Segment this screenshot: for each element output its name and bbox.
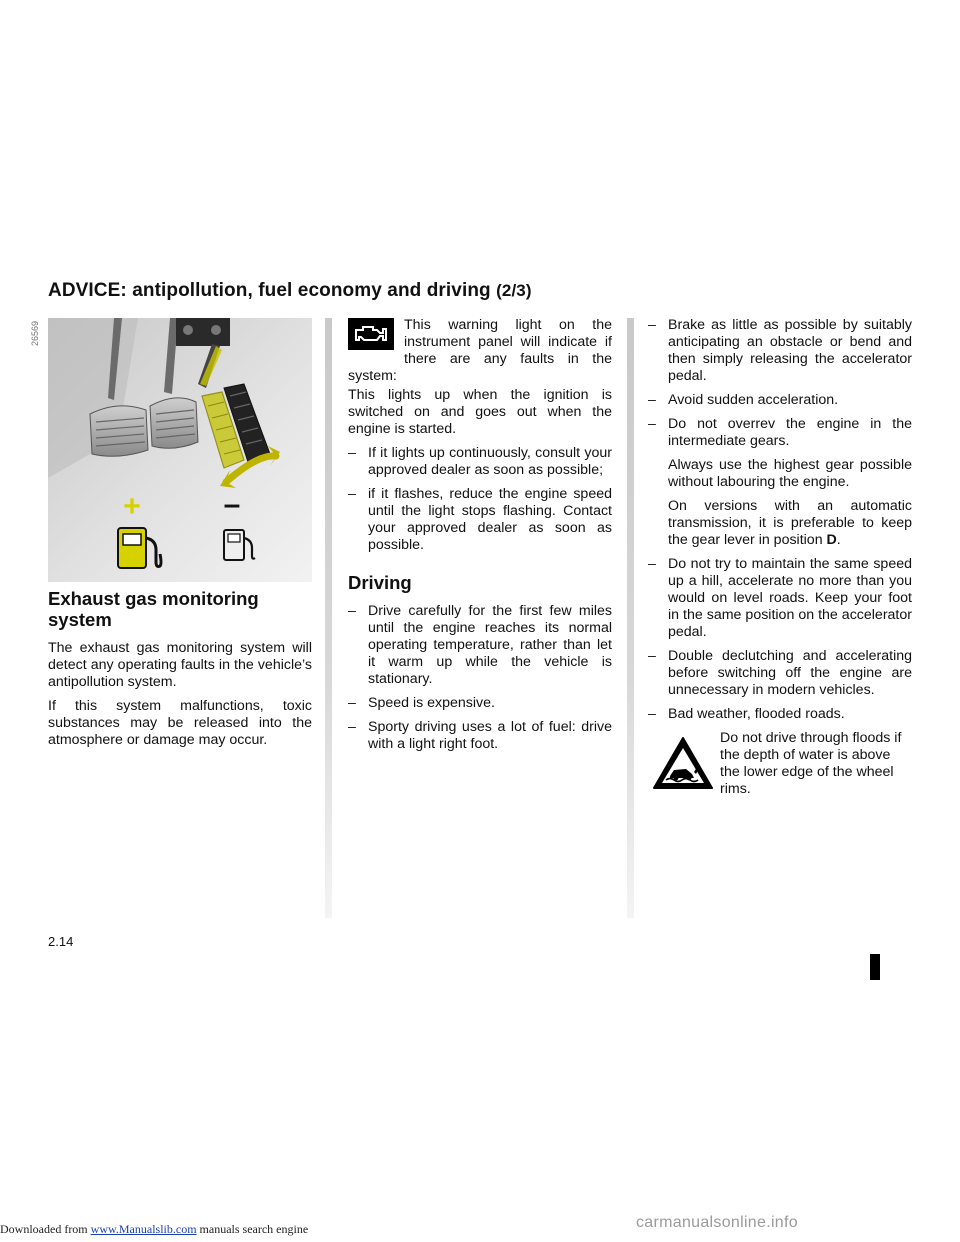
middle-column	[348, 317, 612, 760]
plus-sign: +	[123, 490, 141, 523]
manualslib-link[interactable]: www.Manualslib.com	[90, 1222, 197, 1236]
brake-pedal-icon	[150, 398, 198, 448]
gear-advice-paragraph: Always use the highest gear possible without labouring the engine.	[668, 457, 912, 490]
list-item: – Sporty driving uses a lot of fuel: drive with a light right foot.	[348, 719, 612, 752]
list-item: – Speed is expensive.	[348, 695, 495, 711]
list-item: – Avoid sudden acceleration.	[648, 392, 839, 408]
automatic-transmission-paragraph: On versions with an automatic transmission, it is preferable to keep the gear lever in position D.	[668, 498, 912, 548]
list-item: – Do not overrev the engine in the intermediate gears.	[648, 416, 912, 449]
list-item: – Bad weather, flooded roads.	[648, 706, 845, 722]
list-item: – Drive carefully for the first few miles until the engine reaches its normal operating temperature, rather than let it warm up while the vehicle is stationary.	[348, 603, 612, 687]
list-item: – if it flashes, reduce the engine speed until the light stops flashing. Contact your approved dealer as soon as possible.	[348, 486, 612, 553]
list-item: – If it lights up continuously, consult your approved dealer as soon as possible;	[348, 445, 612, 478]
page-number: 2.14	[48, 934, 74, 949]
download-source-line	[0, 1222, 308, 1237]
download-prefix: Downloaded from	[0, 1222, 88, 1236]
gear-position-d: D	[826, 532, 837, 548]
driving-heading: Driving	[348, 572, 412, 593]
pedal-illustration	[48, 318, 312, 582]
engine-warning-icon	[348, 318, 394, 350]
column-divider-right	[627, 318, 634, 918]
watermark[interactable]: carmanualsonline.info	[636, 1214, 798, 1231]
engine-warning-text: This warning light on the instrument panel will indicate if there are any faults in the system:	[348, 317, 612, 384]
page-title-main: ADVICE: antipollution, fuel economy and driving	[48, 280, 491, 301]
figure-code: 26569	[30, 320, 40, 346]
engine-warning-text-2: This lights up when the ignition is switched on and goes out when the engine is started.	[348, 387, 612, 437]
engine-warning-block	[348, 317, 612, 438]
flood-warning-icon	[652, 736, 714, 790]
list-item: – Do not try to maintain the same speed up a hill, accelerate no more than you would on level roads. Keep your foot in the same position on the accelerator pedal.	[648, 556, 912, 640]
minus-sign: –	[223, 488, 241, 521]
list-item: – Brake as little as possible by suitably anticipating an obstacle or bend and then simply releasing the accelerator pedal.	[648, 317, 912, 384]
exhaust-heading: Exhaust gas monitoring system	[48, 588, 259, 630]
clutch-pedal-icon	[90, 406, 148, 456]
flood-warning-block	[648, 730, 912, 798]
download-suffix: manuals search engine	[199, 1222, 309, 1236]
exhaust-paragraph-2: If this system malfunctions, toxic substances may be released into the atmosphere or damage may occur.	[48, 698, 312, 748]
page-tab-marker	[870, 954, 880, 980]
pedal-figure	[48, 318, 312, 582]
right-column	[648, 317, 912, 798]
flood-warning-text: Do not drive through floods if the depth of water is above the lower edge of the wheel rims.	[720, 730, 902, 797]
page-title-part: (2/3)	[496, 281, 532, 300]
left-column	[48, 588, 312, 756]
page-title	[48, 280, 532, 302]
column-divider-left	[325, 318, 332, 918]
list-item: – Double declutching and accelerating before switching off the engine are unnecessary in modern vehicles.	[648, 648, 912, 698]
exhaust-paragraph-1: The exhaust gas monitoring system will detect any operating faults in the vehicle’s antipollution system.	[48, 640, 312, 690]
